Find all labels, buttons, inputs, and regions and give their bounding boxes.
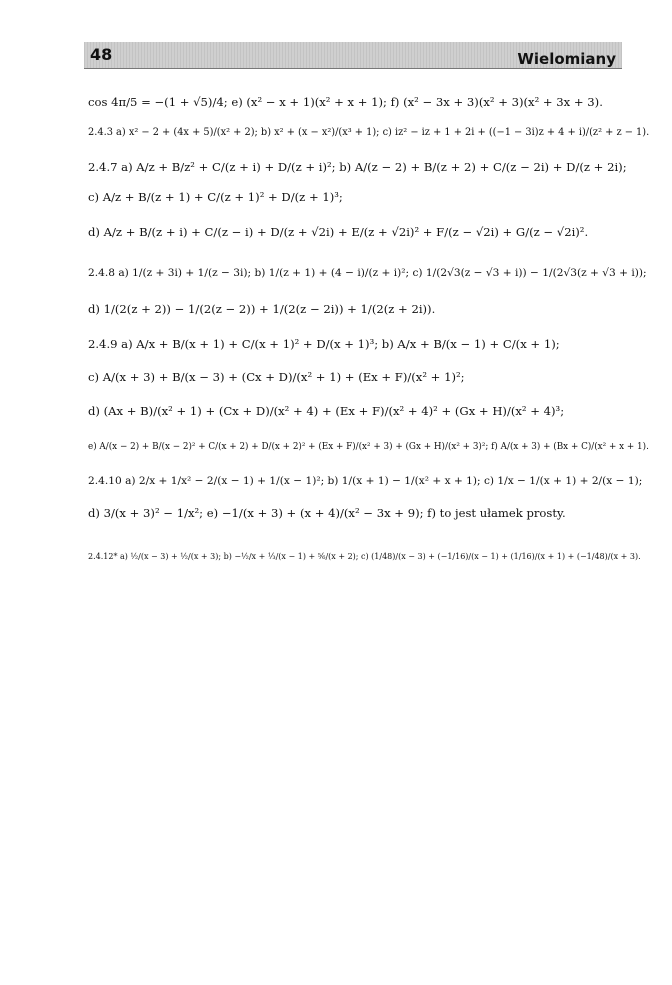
answer-line: d) (Ax + B)/(x² + 1) + (Cx + D)/(x² + 4) + (Ex + F)/(x² + 4)² + (Gx + H)/(x² + 4)³;	[88, 404, 565, 418]
answer-line: 2.4.12* a) ½/(x − 3) + ½/(x + 3); b) −½/x + ⅓/(x − 1) + ⁵⁄₆/(x + 2); c) (1/48)/(x − 3) + (−1/16)/(x − 1) + (1/16)/(x + 1) + (−1/48)/(x + 3).	[88, 552, 641, 561]
running-title: Wielomiany	[517, 50, 616, 68]
answer-line: e) A/(x − 2) + B/(x − 2)² + C/(x + 2) + D/(x + 2)² + (Ex + F)/(x² + 3) + (Gx + H)/(x² + 3)²; f) A/(x + 3) + (Bx + C)/(x² + x + 1).	[88, 442, 649, 452]
answer-line: c) A/(x + 3) + B/(x − 3) + (Cx + D)/(x² + 1) + (Ex + F)/(x² + 1)²;	[88, 370, 465, 384]
running-header	[84, 42, 622, 69]
page-number: 48	[90, 45, 113, 64]
answer-line: d) 1/(2(z + 2)) − 1/(2(z − 2)) + 1/(2(z − 2i)) + 1/(2(z + 2i)).	[88, 302, 436, 316]
answer-line: c) A/z + B/(z + 1) + C/(z + 1)² + D/(z + 1)³;	[88, 190, 343, 204]
answer-line: d) A/z + B/(z + i) + C/(z − i) + D/(z + √2i) + E/(z + √2i)² + F/(z − √2i) + G/(z − √2i)².	[88, 225, 589, 239]
answer-line: 2.4.9 a) A/x + B/(x + 1) + C/(x + 1)² + D/(x + 1)³; b) A/x + B/(x − 1) + C/(x + 1);	[88, 337, 560, 351]
answer-line: cos 4π/5 = −(1 + √5)/4; e) (x² − x + 1)(x² + x + 1); f) (x² − 3x + 3)(x² + 3)(x² + 3x + 3).	[88, 95, 603, 109]
answer-line: 2.4.7 a) A/z + B/z² + C/(z + i) + D/(z + i)²; b) A/(z − 2) + B/(z + 2) + C/(z − 2i) + D/(z + 2i);	[88, 160, 627, 174]
answer-line: d) 3/(x + 3)² − 1/x²; e) −1/(x + 3) + (x + 4)/(x² − 3x + 9); f) to jest ułamek prosty.	[88, 506, 566, 520]
answer-line: 2.4.10 a) 2/x + 1/x² − 2/(x − 1) + 1/(x − 1)²; b) 1/(x + 1) − 1/(x² + x + 1); c) 1/x − 1/(x + 1) + 2/(x − 1);	[88, 475, 643, 487]
answer-line: 2.4.3 a) x² − 2 + (4x + 5)/(x² + 2); b) x² + (x − x²)/(x³ + 1); c) iz² − iz + 1 + 2i + ((−1 − 3i)z + 4 + i)/(z² + z − 1).	[88, 127, 650, 138]
answer-line: 2.4.8 a) 1/(z + 3i) + 1/(z − 3i); b) 1/(z + 1) + (4 − i)/(z + i)²; c) 1/(2√3(z − √3 + i)) − 1/(2√3(z + √3 + i));	[88, 267, 647, 279]
